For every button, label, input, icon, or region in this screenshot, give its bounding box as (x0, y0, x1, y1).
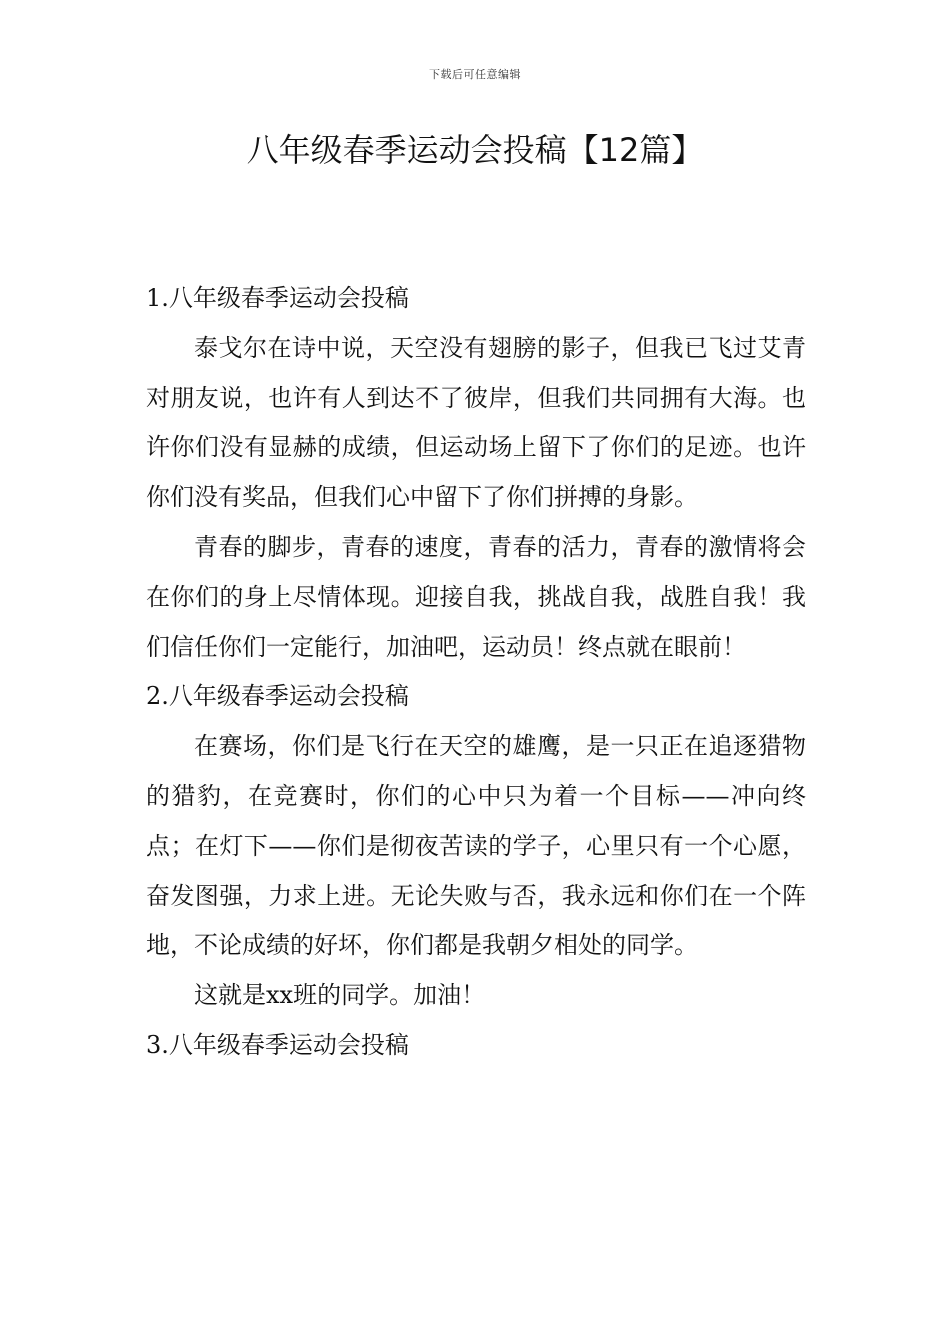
section-heading: 3.八年级春季运动会投稿 (146, 1030, 409, 1059)
document-title: 八年级春季运动会投稿【12篇】 (246, 131, 704, 169)
paragraph: 青春的脚步，青春的速度，青春的活力，青春的激情将会在你们的身上尽情体现。迎接自我，挑战自我，战胜自我！我们信任你们一定能行，加油吧，运动员！终点就在眼前！ (146, 532, 806, 661)
paragraph: 这就是xx班的同学。加油！ (194, 981, 486, 1010)
paragraph: 泰戈尔在诗中说，天空没有翅膀的影子，但我已飞过艾青对朋友说，也许有人到达不了彼岸，但我们共同拥有大海。也许你们没有显赫的成绩，但运动场上留下了你们的足迹。也许你们没有奖品，但我们心中留下了你们拼搏的身影。 (146, 333, 806, 512)
header-note: 下载后可任意编辑 (429, 68, 521, 81)
document-body (146, 274, 806, 1071)
section-3 (146, 1021, 806, 1071)
section-2 (146, 672, 806, 1021)
section-heading: 2.八年级春季运动会投稿 (146, 682, 409, 711)
section-1 (146, 274, 806, 672)
paragraph: 在赛场，你们是飞行在天空的雄鹰，是一只正在追逐猎物的猎豹，在竞赛时，你们的心中只为着一个目标——冲向终点；在灯下——你们是彻夜苦读的学子，心里只有一个心愿，奋发图强，力求上进。无论失败与否，我永远和你们在一个阵地，不论成绩的好坏，你们都是我朝夕相处的同学。 (146, 732, 806, 960)
section-heading: 1.八年级春季运动会投稿 (146, 284, 409, 312)
